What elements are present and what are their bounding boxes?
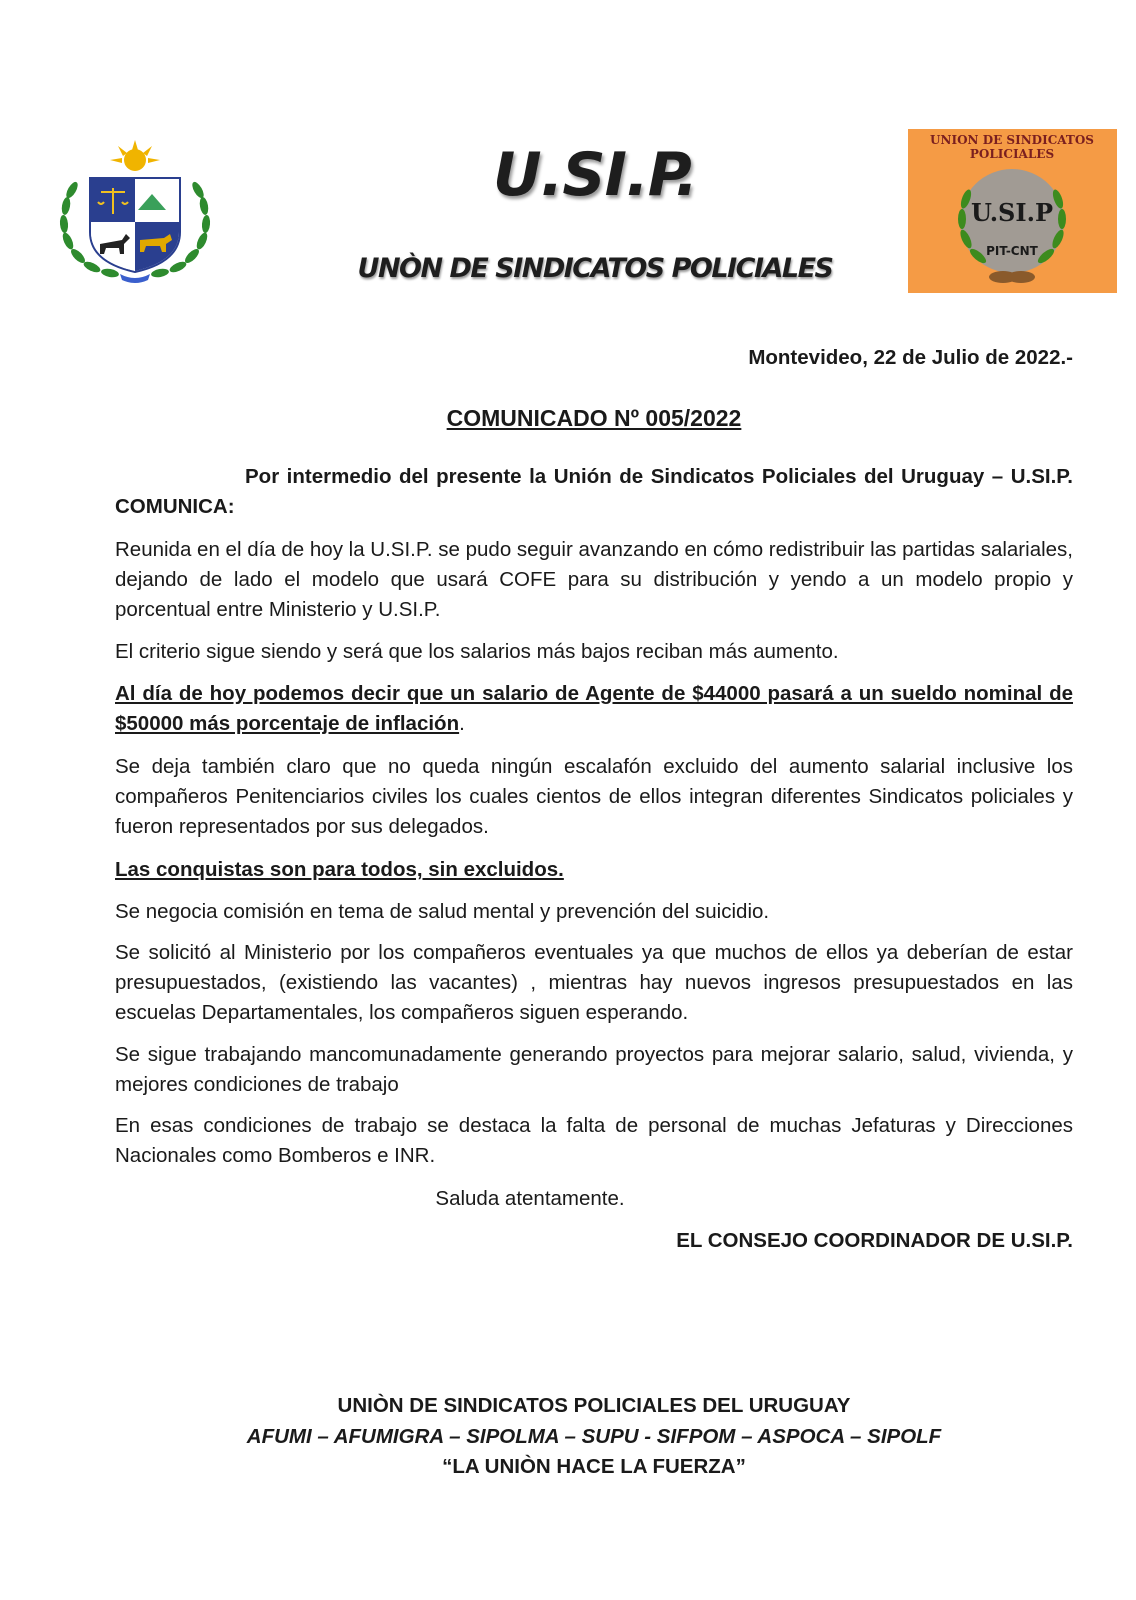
intro-paragraph: Por intermedio del presente la Unión de Sindicatos Policiales del Uruguay – U.SI.P. COMUNICA: bbox=[115, 465, 1073, 518]
logo-bottom-text: PIT-CNT bbox=[986, 244, 1038, 258]
logo-center-text: U.SI.P bbox=[970, 198, 1054, 227]
paragraph-9: En esas condiciones de trabajo se destaca la falta de personal de muchas Jefaturas y Direcciones Nacionales como Bomberos e INR. bbox=[115, 1114, 1073, 1167]
paragraph-5: Las conquistas son para todos, sin excluidos. bbox=[115, 858, 564, 881]
ribbon bbox=[120, 274, 150, 283]
paragraph-3-end: . bbox=[459, 712, 465, 735]
paragraph-4: Se deja también claro que no queda ningún escalafón excluido del aumento salarial inclusive los compañeros Penitenciarios civiles los cuales cientos de ellos integran diferentes Sindicatos policiales y fueron representados por sus delegados. bbox=[115, 755, 1073, 838]
document-title: COMUNICADO Nº 005/2022 bbox=[446, 405, 742, 431]
paragraph-2: El criterio sigue siendo y será que los salarios más bajos reciban más aumento. bbox=[115, 640, 839, 663]
salary-highlight: Al día de hoy podemos decir que un salario de Agente de $44000 pasará a un sueldo nominal de $50000 más porcentaje de inflación bbox=[115, 682, 1073, 735]
paragraph-6: Se negocia comisión en tema de salud mental y prevención del suicidio. bbox=[115, 900, 770, 923]
usip-logo bbox=[908, 129, 1117, 293]
paragraph-1: Reunida en el día de hoy la U.SI.P. se pudo seguir avanzando en cómo redistribuir las partidas salariales, dejando de lado el modelo que usará COFE para su distribución y yendo a un modelo propio y porcentual entre Ministerio y U.SI.P. bbox=[115, 538, 1073, 621]
paragraph-8: Se sigue trabajando mancomunadamente generando proyectos para mejorar salario, salud, vivienda, y mejores condiciones de trabajo bbox=[115, 1043, 1073, 1096]
handshake-icon bbox=[989, 271, 1035, 283]
document-date: Montevideo, 22 de Julio de 2022.- bbox=[748, 346, 1073, 369]
signer: EL CONSEJO COORDINADOR DE U.SI.P. bbox=[676, 1229, 1073, 1252]
footer-member-unions: AFUMI – AFUMIGRA – SIPOLMA – SUPU - SIFPOM – ASPOCA – SIPOLF bbox=[246, 1425, 942, 1448]
paragraph-7: Se solicitó al Ministerio por los compañeros eventuales ya que muchos de ellos ya deberían de estar presupuestados, (existiendo las vacantes) , mientras hay nuevos ingresos presupuestados en las escuelas Departamentales, los compañeros siguen esperando. bbox=[115, 941, 1073, 1024]
footer-motto: “LA UNIÒN HACE LA FUERZA” bbox=[442, 1455, 746, 1478]
sun-icon bbox=[110, 140, 160, 171]
closing-salutation: Saluda atentamente. bbox=[435, 1187, 625, 1210]
brand-subtitle: UNÒN DE SINDICATOS POLICIALES bbox=[357, 253, 833, 284]
uruguay-coat-of-arms-icon bbox=[52, 140, 218, 286]
shield bbox=[90, 178, 180, 272]
logo-text-line2: POLICIALES bbox=[969, 147, 1055, 161]
brand-title: U.SI.P. bbox=[492, 140, 698, 210]
paragraph-3 bbox=[115, 679, 1073, 739]
footer-org-name: UNIÒN DE SINDICATOS POLICIALES DEL URUGUAY bbox=[337, 1394, 851, 1417]
logo-text-line1: UNION DE SINDICATOS bbox=[930, 133, 1094, 147]
